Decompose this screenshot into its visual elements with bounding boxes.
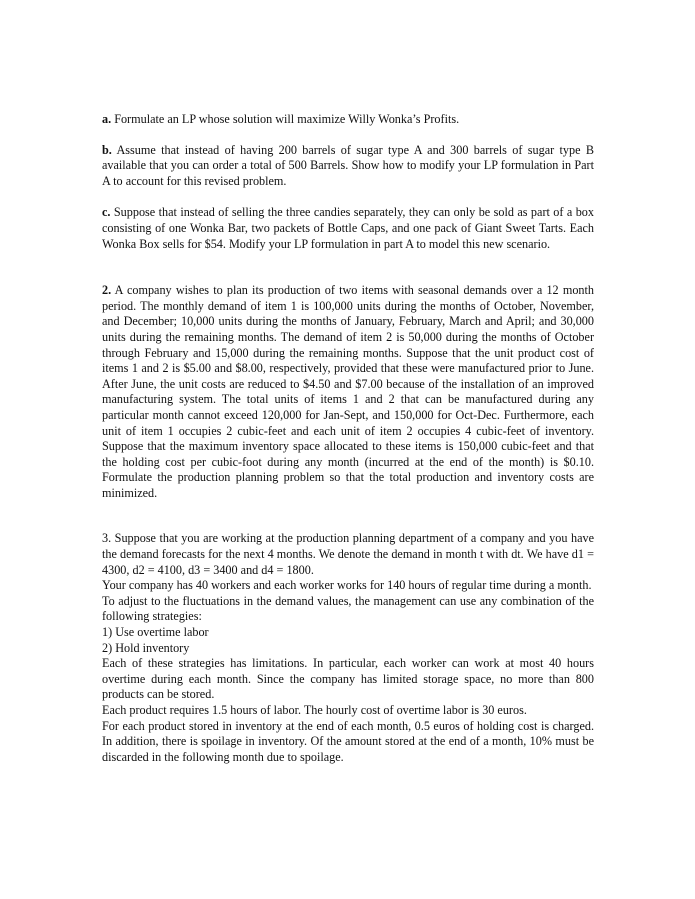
question-3-strategy-2: 2) Hold inventory — [102, 640, 190, 655]
question-3-limits: Each of these strategies has limitations. In particular, each worker can work at most 40 hours overtime during each month. Since the company has limited storage space, no more than 800 products can be stored. — [102, 656, 594, 702]
question-3-labor: Each product requires 1.5 hours of labor. The hourly cost of overtime labor is 30 euros. — [102, 703, 527, 717]
question-3-strategy-1: 1) Use overtime labor — [102, 625, 209, 640]
part-a-text: Formulate an LP whose solution will maximize Willy Wonka’s Profits. — [111, 112, 460, 126]
part-c-text: Suppose that instead of selling the three candies separately, they can only be sold as part of a box consisting of one Wonka Bar, two packets of Bottle Caps, and one pack of Giant Sweet Tarts. Each Wonka Box sells for $54. Modify your LP formulation in part A to model this new scenario. — [102, 205, 594, 251]
document-page — [102, 112, 594, 765]
part-b-text: Assume that instead of having 200 barrels of sugar type A and 300 barrels of sugar type B available that you can order a total of 500 Barrels. Show how to modify your LP formulation in Part A to account for this revised problem. — [102, 142, 594, 188]
part-c-label: c. — [102, 205, 111, 220]
question-2-text: A company wishes to plan its production of two items with seasonal demands over a 12 month period. The monthly demand of item 1 is 100,000 units during the months of October, November, and December; 10,000 units during the months of January, February, March and April; and 30,000 units during the remaining months. The demand of item 2 is 50,000 during the months of October through February and 15,000 during the remaining months. Suppose that the unit product cost of items 1 and 2 is $5.00 and $8.00, respectively, provided that these were manufactured prior to June. After June, the unit costs are reduced to $4.50 and $7.00 because of the installation of an improved manufacturing system. The total units of items 1 and 2 that can be manufactured during any particular month cannot exceed 120,000 for Jan-Sept, and 150,000 for Oct-Dec. Furthermore, each unit of item 1 occupies 2 cubic-feet and each unit of item 2 occupies 4 cubic-feet of inventory. Suppose that the maximum inventory space allocated to these items is 150,000 cubic-feet and that the holding cost per cubic-foot during any month (incurred at the end of the month) is $0.10. Formulate the production planning problem so that the total production and inventory costs are minimized. — [102, 283, 594, 500]
question-3-holding: For each product stored in inventory at the end of each month, 0.5 euros of holding cost is charged. In addition, there is spoilage in inventory. Of the amount stored at the end of a month, 10% must be discarded in the following month due to spoilage. — [102, 718, 594, 764]
part-a-label: a. — [102, 112, 112, 126]
question-3-intro: 3. Suppose that you are working at the production planning department of a company and you have the demand forecasts for the next 4 months. We denote the demand in month t with dt. We have d1 = 4300, d2 = 4100, d3 = 3400 and d4 = 1800. — [102, 531, 594, 577]
question-2-label: 2. — [102, 283, 112, 298]
question-2-paragraph — [102, 283, 594, 501]
question-3-workers: Your company has 40 workers and each worker works for 140 hours of regular time during a month. — [102, 578, 592, 593]
question-3-adjust: To adjust to the fluctuations in the demand values, the management can use any combination of the following strategies: — [102, 593, 594, 624]
part-b-label: b. — [102, 142, 112, 157]
part-b-paragraph — [102, 143, 594, 190]
part-c-paragraph — [102, 205, 594, 252]
part-a-paragraph — [102, 112, 594, 128]
